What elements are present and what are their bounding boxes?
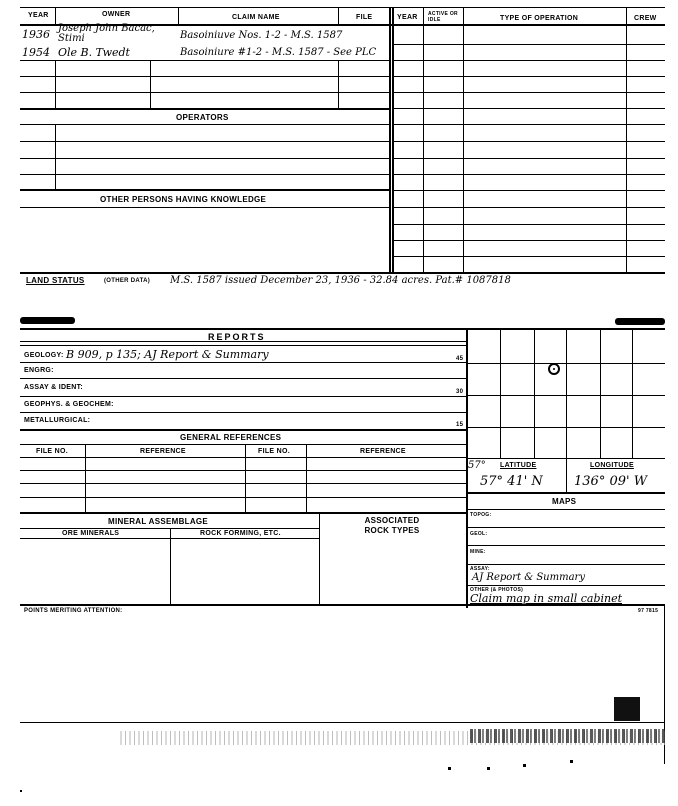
grid-mark-30: 30 <box>456 389 464 395</box>
land-status-value: M.S. 1587 issued December 23, 1936 - 32.84 acres. Pat.# 1087818 <box>170 275 511 286</box>
reference-label: REFERENCE <box>140 448 186 455</box>
file-header: FILE <box>356 14 373 21</box>
form-code: 97 7815 <box>638 608 659 614</box>
scan-dot <box>448 767 451 770</box>
row2-year: 1954 <box>22 46 50 59</box>
land-status-label: LAND STATUS <box>26 276 85 285</box>
crew-header: CREW <box>634 15 657 22</box>
owner-header: OWNER <box>102 11 131 18</box>
bottom-rule <box>20 722 665 723</box>
location-marker-icon <box>548 363 560 375</box>
land-status-sub: (OTHER DATA) <box>104 278 151 284</box>
other-persons-label: OTHER PERSONS HAVING KNOWLEDGE <box>100 195 267 204</box>
scan-dot <box>20 790 22 792</box>
operators-label: OPERATORS <box>176 113 229 122</box>
scan-dot <box>487 767 490 770</box>
row1-owner: Joseph John Bacac, Stimi <box>58 23 155 44</box>
geophys-label: GEOPHYS. & GEOCHEM: <box>24 401 114 408</box>
scan-noise-dark <box>470 729 665 743</box>
year2-header: YEAR <box>397 14 418 21</box>
associated-rock-types-label: ASSOCIATED ROCK TYPES <box>364 516 420 535</box>
scan-dot <box>570 760 573 763</box>
assay-map-value: AJ Report & Summary <box>472 572 585 583</box>
grid-mark-45: 45 <box>456 356 464 362</box>
grid-mark-15: 15 <box>456 422 464 428</box>
row2-claim: Basoiniure #1-2 - M.S. 1587 - See PLC <box>180 47 377 58</box>
ore-minerals-label: ORE MINERALS <box>62 530 120 537</box>
rock-forming-label: ROCK FORMING, ETC. <box>200 530 281 537</box>
mineral-assemblage-label: MINERAL ASSEMBLAGE <box>108 517 209 526</box>
active-idle-header: ACTIVE OR IDLE <box>428 11 458 23</box>
black-tab <box>614 697 640 721</box>
year-header: YEAR <box>28 12 49 19</box>
reference-label-2: REFERENCE <box>360 448 406 455</box>
row1-claim: Basoiniuve Nos. 1-2 - M.S. 1587 <box>180 30 343 41</box>
engrg-label: ENGRG: <box>24 367 54 374</box>
general-references-label: GENERAL REFERENCES <box>180 433 282 442</box>
row1-year: 1936 <box>22 28 50 41</box>
geology-label: GEOLOGY: <box>24 352 64 359</box>
maps-title: MAPS <box>552 497 577 506</box>
points-meriting-attention-label: POINTS MERITING ATTENTION: <box>24 608 123 614</box>
file-no-label: FILE NO. <box>36 448 68 455</box>
latitude-label: LATITUDE <box>500 462 537 469</box>
mine-label: MINE: <box>470 549 486 555</box>
geol-label: GEOL: <box>470 531 488 537</box>
topog-label: TOPOG: <box>470 512 492 518</box>
other-photos-label: OTHER (& PHOTOS) <box>470 587 524 593</box>
file-no-label-2: FILE NO. <box>258 448 290 455</box>
other-photos-value: Claim map in small cabinet <box>470 592 623 605</box>
longitude-label: LONGITUDE <box>590 462 634 469</box>
scan-dot <box>523 764 526 767</box>
geology-value: B 909, p 135; AJ Report & Summary <box>66 348 269 361</box>
longitude-value: 136° 09' W <box>574 474 648 489</box>
reports-title: REPORTS <box>208 332 266 342</box>
claim-name-header: CLAIM NAME <box>232 14 280 21</box>
latitude-value: 57° 41' N <box>480 474 543 489</box>
latitude-prefix: 57° <box>468 460 486 471</box>
metallurgical-label: METALLURGICAL: <box>24 417 91 424</box>
assay-label: ASSAY & IDENT: <box>24 384 84 391</box>
row2-owner: Ole B. Twedt <box>58 46 130 59</box>
assay-map-label: ASSAY: <box>470 566 490 572</box>
type-of-operation-header: TYPE OF OPERATION <box>500 15 579 22</box>
